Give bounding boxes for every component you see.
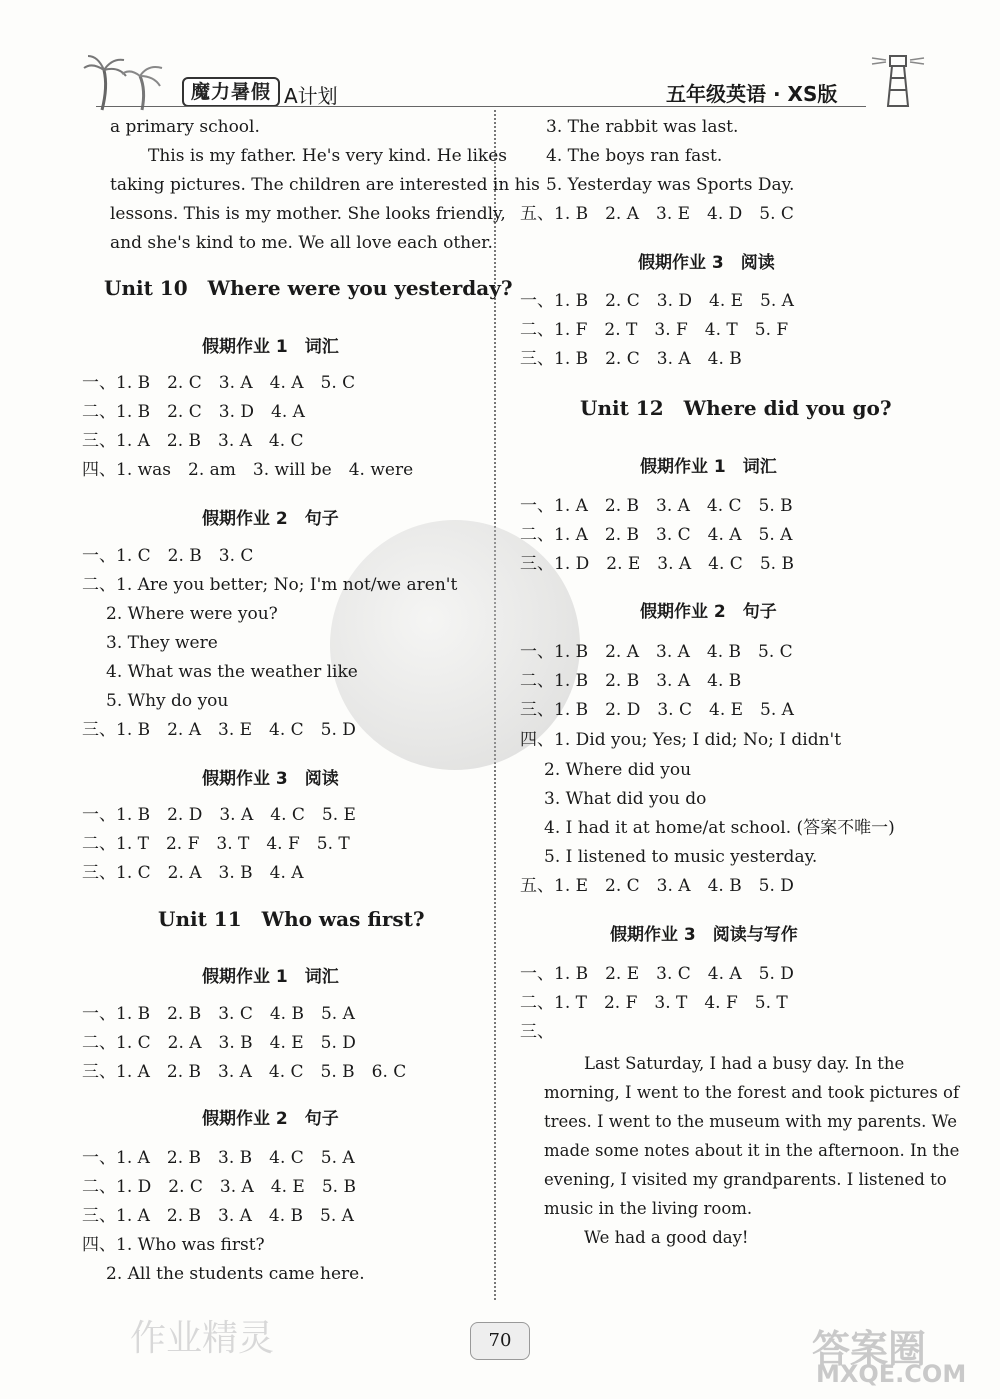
answer-line: 2. All the students came here. [106, 1264, 365, 1284]
answer-line: 一、1. B 2. A 3. A 4. B 5. C [520, 642, 793, 662]
answer-line: 二、1. B 2. C 3. D 4. A [82, 402, 305, 422]
answer-line: 二、1. B 2. B 3. A 4. B [520, 671, 742, 691]
answer-line: 5. Yesterday was Sports Day. [546, 175, 795, 195]
answer-line: 一、1. C 2. B 3. C [82, 546, 254, 566]
answer-line: 二、1. T 2. F 3. T 4. F 5. T [82, 834, 350, 854]
answer-line: 一、1. A 2. B 3. A 4. C 5. B [520, 496, 793, 516]
essay-line: trees. I went to the museum with my parents. We [544, 1112, 958, 1131]
answer-line: 四、1. was 2. am 3. will be 4. were [82, 460, 414, 480]
answer-line: 三、 [520, 1022, 554, 1042]
lighthouse-icon [868, 48, 928, 108]
u10-hw3-title: 假期作业 3 阅读 [202, 769, 339, 789]
answer-line: 5. I listened to music yesterday. [544, 847, 818, 867]
essay-line: morning, I went to the forest and took pictures of [544, 1083, 960, 1102]
page-number: 70 [470, 1322, 530, 1360]
u11-hw2-title: 假期作业 2 句子 [202, 1109, 339, 1129]
answer-line: 二、1. C 2. A 3. B 4. E 5. D [82, 1033, 356, 1053]
intro-line: lessons. This is my mother. She looks friendly, [110, 204, 506, 224]
intro-line: a primary school. [110, 117, 260, 137]
page-header [0, 0, 1000, 118]
answer-line: 五、1. B 2. A 3. E 4. D 5. C [520, 204, 794, 224]
answer-line: 4. The boys ran fast. [546, 146, 723, 166]
u11-hw3-title: 假期作业 3 阅读 [638, 253, 775, 273]
essay-line: made some notes about it in the afternoon. In the [544, 1141, 960, 1160]
answer-line: 三、1. A 2. B 3. A 4. B 5. A [82, 1206, 354, 1226]
essay-line: We had a good day! [584, 1228, 749, 1247]
answer-line: 三、1. A 2. B 3. A 4. C [82, 431, 304, 451]
unit-12-title: Unit 12 Where did you go? [580, 396, 892, 420]
answer-line: 5. Why do you [106, 691, 229, 711]
plan-label: A计划 [284, 84, 338, 108]
u12-hw2-title: 假期作业 2 句子 [640, 602, 777, 622]
answer-line: 一、1. A 2. B 3. B 4. C 5. A [82, 1148, 355, 1168]
answer-line: 二、1. T 2. F 3. T 4. F 5. T [520, 993, 788, 1013]
answer-line: 四、1. Did you; Yes; I did; No; I didn't [520, 730, 842, 750]
u12-hw3-title: 假期作业 3 阅读与写作 [610, 925, 798, 945]
answer-line: 2. Where were you? [106, 604, 278, 624]
answer-line: 三、1. D 2. E 3. A 4. C 5. B [520, 554, 794, 574]
answer-line: 五、1. E 2. C 3. A 4. B 5. D [520, 876, 794, 896]
unit-11-title: Unit 11 Who was first? [158, 907, 425, 931]
answer-line: 三、1. B 2. D 3. C 4. E 5. A [520, 700, 794, 720]
answer-line: 二、1. A 2. B 3. C 4. A 5. A [520, 525, 793, 545]
answer-line: 2. Where did you [544, 760, 692, 780]
u11-hw1-title: 假期作业 1 词汇 [202, 967, 339, 987]
answer-line: 一、1. B 2. D 3. A 4. C 5. E [82, 805, 356, 825]
intro-line: This is my father. He's very kind. He likes [148, 146, 507, 166]
answer-line: 一、1. B 2. C 3. D 4. E 5. A [520, 291, 794, 311]
watermark-right-logo: 答案圈 [812, 1327, 927, 1371]
answer-line: 3. What did you do [544, 789, 707, 809]
answer-line: 三、1. C 2. A 3. B 4. A [82, 863, 304, 883]
series-label: 五年级英语 · XS版 [666, 82, 838, 106]
watermark-right-url: MXQE.COM [816, 1360, 967, 1388]
u10-hw1-title: 假期作业 1 词汇 [202, 337, 339, 357]
answer-line: 三、1. B 2. A 3. E 4. C 5. D [82, 720, 356, 740]
answer-line: 二、1. Are you better; No; I'm not/we aren't [82, 575, 458, 595]
u10-hw2-title: 假期作业 2 句子 [202, 509, 339, 529]
intro-line: taking pictures. The children are interested in his [110, 175, 540, 195]
answer-line: 一、1. B 2. C 3. A 4. A 5. C [82, 373, 356, 393]
unit-10-title: Unit 10 Where were you yesterday? [104, 276, 513, 300]
header-rule [96, 106, 866, 107]
answer-line: 二、1. D 2. C 3. A 4. E 5. B [82, 1177, 356, 1197]
u12-hw1-title: 假期作业 1 词汇 [640, 457, 777, 477]
answer-line: 一、1. B 2. B 3. C 4. B 5. A [82, 1004, 355, 1024]
answer-line: 四、1. Who was first? [82, 1235, 265, 1255]
answer-line: 三、1. A 2. B 3. A 4. C 5. B 6. C [82, 1062, 407, 1082]
book-logo: 魔力暑假 [182, 77, 280, 107]
answer-line: 3. They were [106, 633, 218, 653]
answer-line: 一、1. B 2. E 3. C 4. A 5. D [520, 964, 794, 984]
intro-line: and she's kind to me. We all love each other. [110, 233, 493, 253]
answer-line: 4. I had it at home/at school. (答案不唯一) [544, 818, 895, 838]
watermark-left: 作业精灵 [130, 1318, 275, 1359]
essay-line: music in the living room. [544, 1199, 753, 1218]
answer-line: 二、1. F 2. T 3. F 4. T 5. F [520, 320, 789, 340]
essay-line: evening, I visited my grandparents. I listened to [544, 1170, 947, 1189]
palm-tree-icon [82, 52, 177, 112]
answer-line: 4. What was the weather like [106, 662, 358, 682]
answer-line: 3. The rabbit was last. [546, 117, 739, 137]
essay-line: Last Saturday, I had a busy day. In the [584, 1054, 905, 1073]
answer-line: 三、1. B 2. C 3. A 4. B [520, 349, 742, 369]
